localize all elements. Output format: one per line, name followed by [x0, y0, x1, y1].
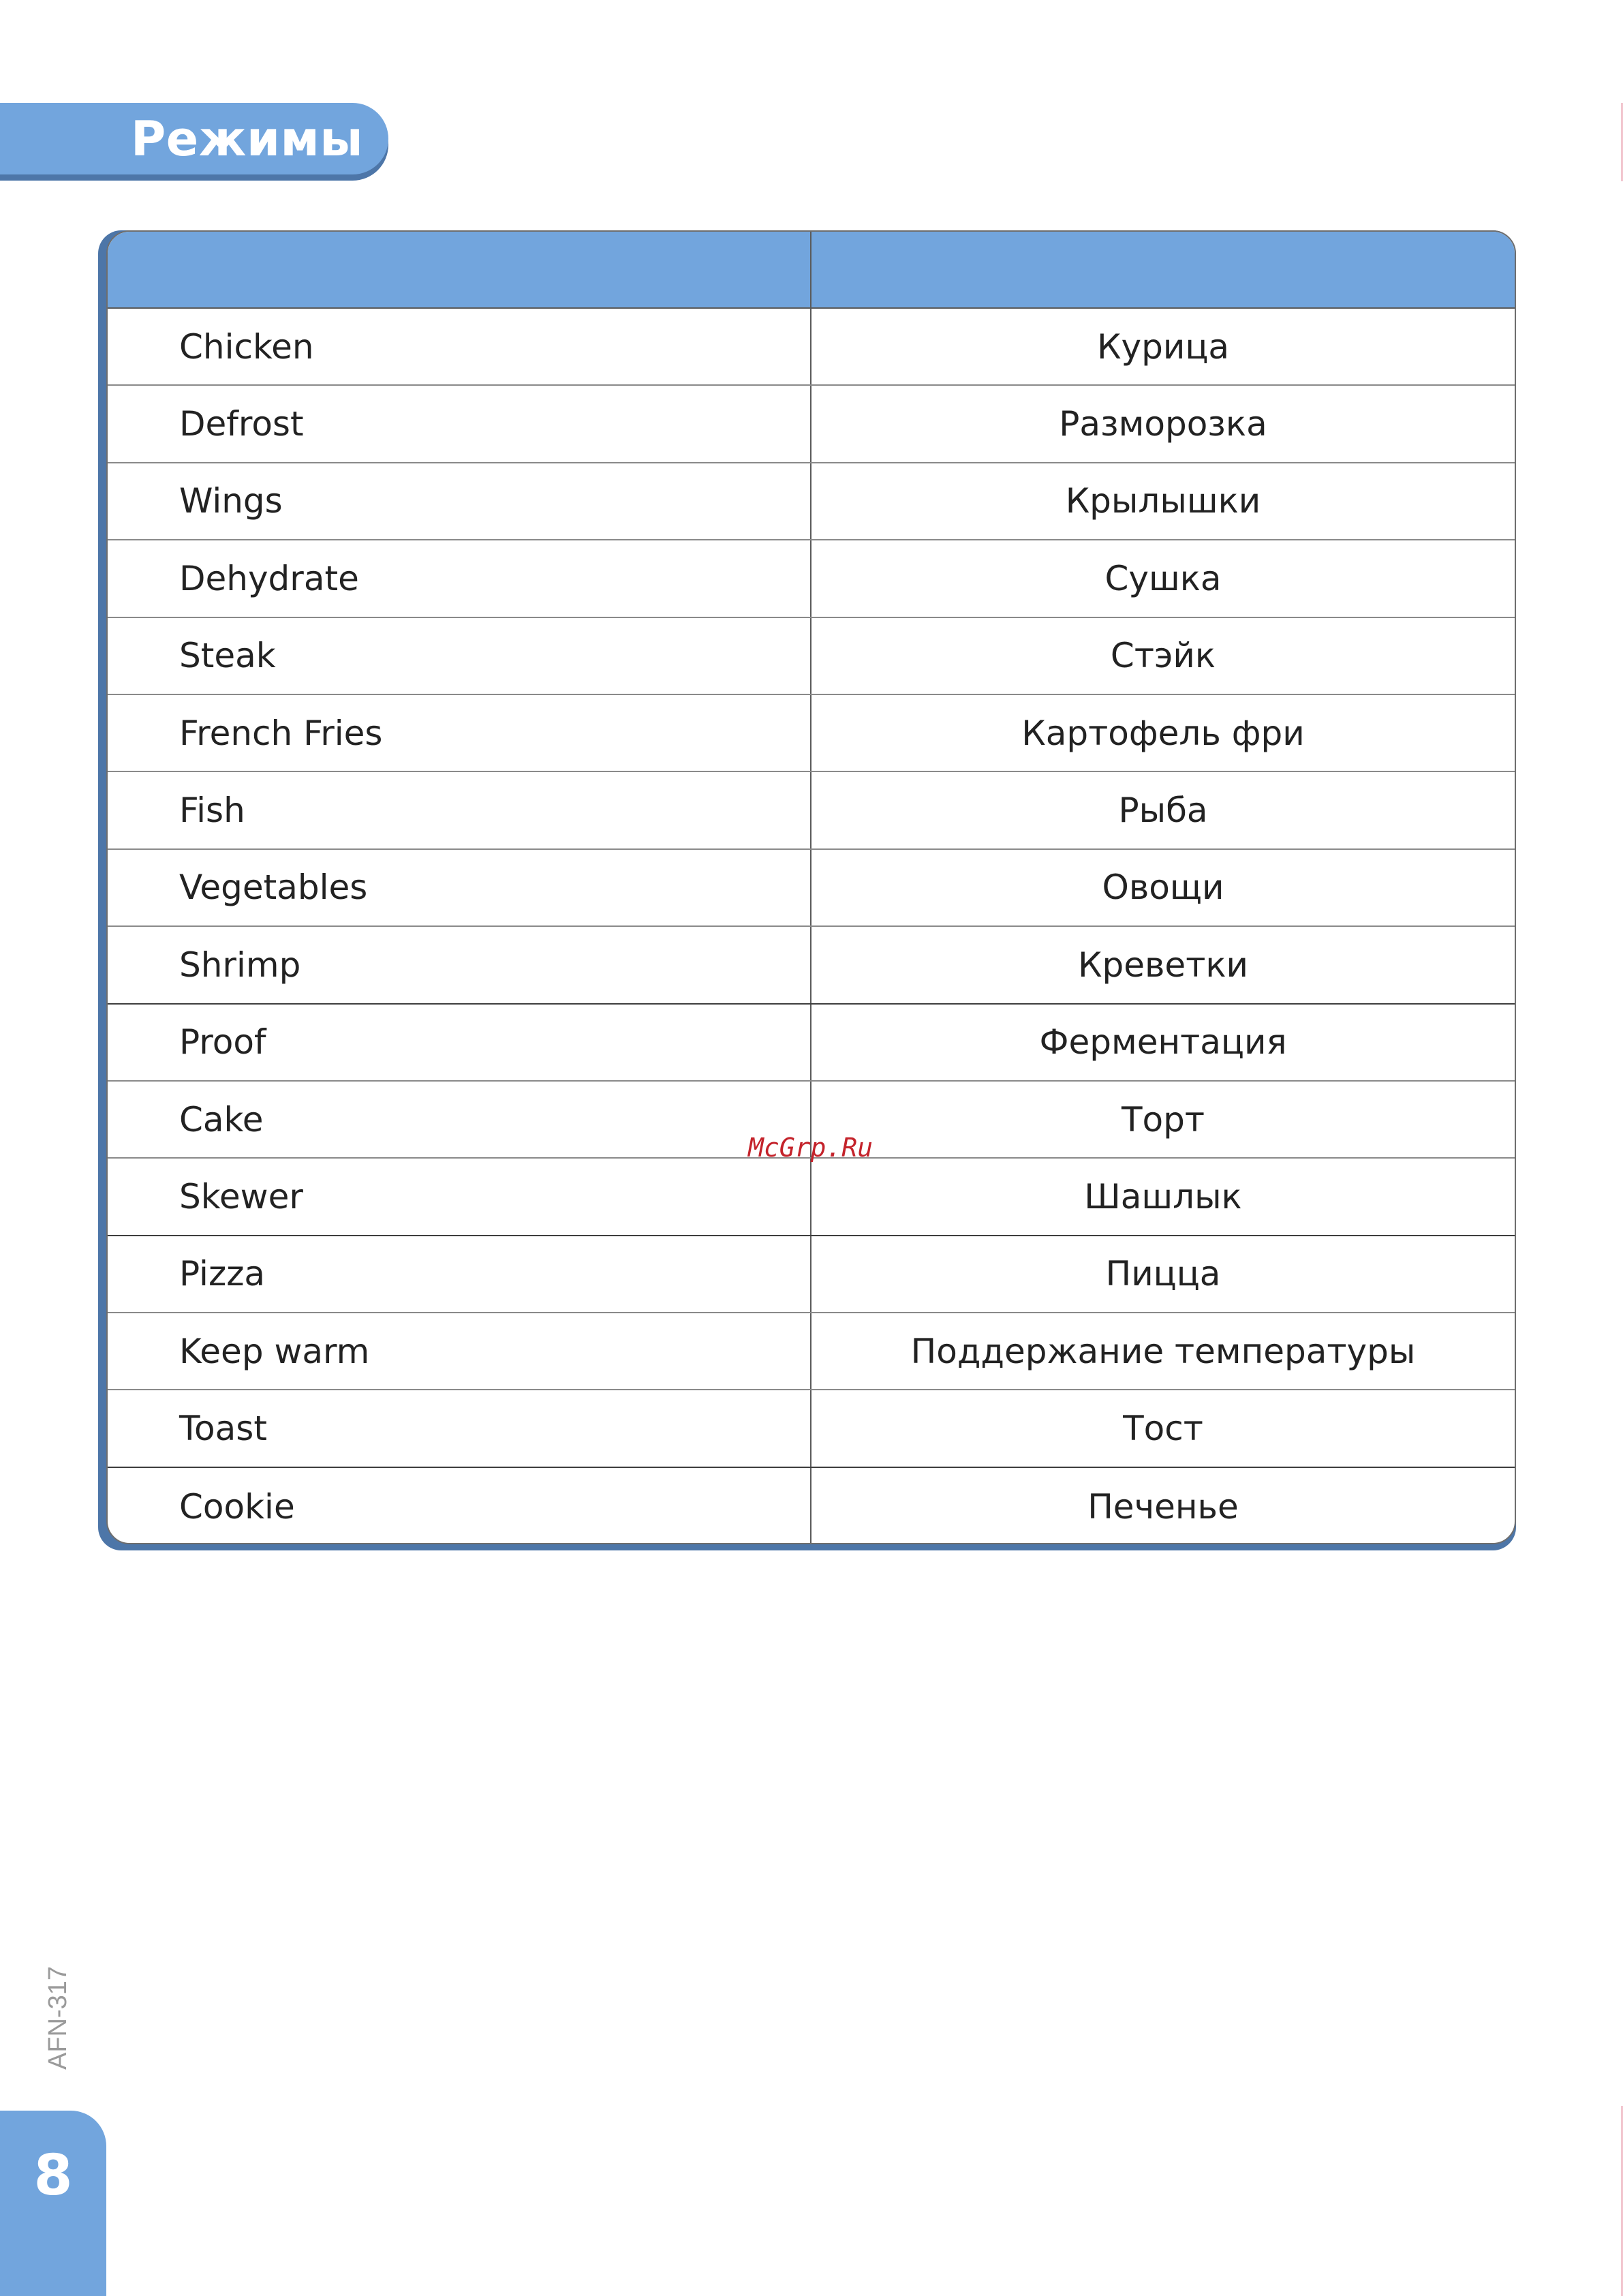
- mode-english: Vegetables: [108, 850, 812, 925]
- mode-russian: Сушка: [1104, 558, 1222, 598]
- mode-russian: Пицца: [1105, 1254, 1221, 1294]
- table-row: [108, 1005, 1515, 1082]
- table-row: [108, 1159, 1515, 1236]
- mode-russian: Рыба: [1118, 791, 1208, 831]
- table-row: [108, 695, 1515, 772]
- table-row: [108, 1390, 1515, 1467]
- mode-english: Cookie: [108, 1468, 812, 1544]
- table-row: [108, 386, 1515, 463]
- mode-english: Toast: [108, 1390, 812, 1466]
- section-title: Режимы: [131, 110, 364, 167]
- table-row: [108, 772, 1515, 849]
- mode-english: Steak: [108, 618, 812, 694]
- modes-table: [106, 230, 1516, 1544]
- section-header-tab: [0, 103, 388, 174]
- table-row: [108, 1468, 1515, 1544]
- mode-english: French Fries: [108, 695, 812, 771]
- mode-english: Keep warm: [108, 1313, 812, 1389]
- table-row: [108, 850, 1515, 927]
- table-row: [108, 1236, 1515, 1313]
- page-number-tab: [0, 2111, 106, 2296]
- table-row: [108, 463, 1515, 540]
- table-header: [108, 232, 1515, 309]
- header-cell-russian: [812, 232, 1515, 307]
- mode-russian: Крылышки: [1065, 481, 1261, 521]
- mode-russian: Печенье: [1087, 1486, 1239, 1527]
- table-row: [108, 309, 1515, 386]
- table-row: [108, 540, 1515, 617]
- mode-english: Pizza: [108, 1236, 812, 1312]
- mode-russian: Картофель фри: [1021, 713, 1305, 753]
- mode-russian: Поддержание температуры: [910, 1331, 1416, 1371]
- mode-english: Wings: [108, 463, 812, 539]
- mode-russian: Ферментация: [1039, 1022, 1287, 1062]
- watermark: McGrp.Ru: [748, 1133, 874, 1163]
- mode-english: Defrost: [108, 386, 812, 461]
- page-number: 8: [33, 2143, 73, 2208]
- mode-russian: Курица: [1097, 326, 1229, 367]
- mode-english: Proof: [108, 1005, 812, 1080]
- mode-russian: Шашлык: [1084, 1176, 1242, 1216]
- mode-russian: Креветки: [1077, 945, 1249, 985]
- header-cell-english: [108, 232, 812, 307]
- mode-english: Dehydrate: [108, 540, 812, 616]
- mode-english: Skewer: [108, 1159, 812, 1234]
- table-row: [108, 1313, 1515, 1390]
- table-row: [108, 618, 1515, 695]
- model-code: AFN-317: [44, 1965, 72, 2070]
- mode-english: Fish: [108, 772, 812, 848]
- mode-russian: Торт: [1122, 1099, 1205, 1139]
- table-row: [108, 927, 1515, 1004]
- mode-english: Shrimp: [108, 927, 812, 1002]
- mode-russian: Стэйк: [1110, 636, 1216, 676]
- mode-russian: Овощи: [1102, 868, 1224, 908]
- mode-russian: Тост: [1123, 1409, 1203, 1449]
- mode-english: Cake: [108, 1082, 812, 1157]
- mode-english: Chicken: [108, 309, 812, 384]
- mode-russian: Разморозка: [1059, 404, 1267, 444]
